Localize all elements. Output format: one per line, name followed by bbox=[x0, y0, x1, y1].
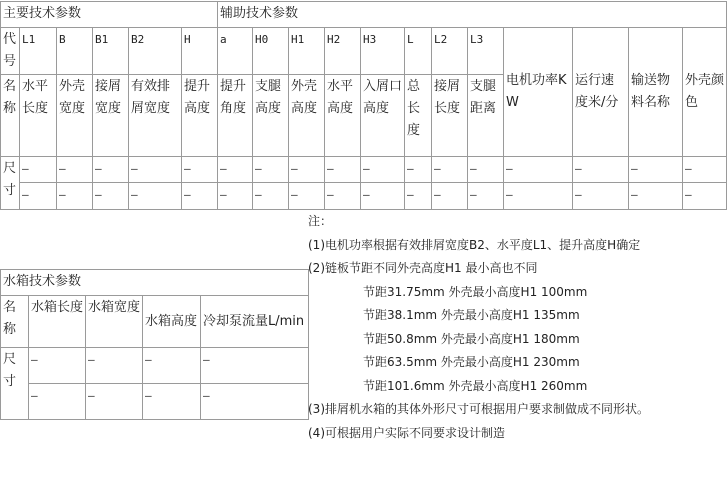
size-cell: – bbox=[629, 157, 683, 183]
size-cell: – bbox=[218, 157, 253, 183]
water-size-cell: – bbox=[29, 384, 86, 420]
pitch-line: 节距38.1mm 外壳最小高度H1 135mm bbox=[363, 308, 580, 322]
name-cell: 水平长度 bbox=[20, 75, 57, 157]
size-cell: – bbox=[182, 157, 218, 183]
speed-header: 运行速度米/分 bbox=[573, 28, 629, 157]
water-header-cell: 水箱长度 bbox=[29, 296, 86, 348]
size-cell: – bbox=[432, 157, 468, 183]
water-header-cell: 水箱宽度 bbox=[86, 296, 143, 348]
code-cell: B1 bbox=[93, 28, 129, 75]
water-size-cell: – bbox=[201, 348, 309, 384]
aux-params-header: 辅助技术参数 bbox=[218, 2, 727, 28]
size-label: 尺寸 bbox=[1, 157, 20, 210]
size-cell: – bbox=[629, 183, 683, 210]
note-3: (3)排屑机水箱的其体外形尺寸可根据用户要求制做成不同形状。 bbox=[308, 402, 650, 416]
water-size-cell: – bbox=[86, 348, 143, 384]
size-cell: – bbox=[468, 183, 504, 210]
size-cell: – bbox=[93, 183, 129, 210]
code-cell: B bbox=[57, 28, 93, 75]
code-cell: H bbox=[182, 28, 218, 75]
code-cell: H0 bbox=[253, 28, 289, 75]
size-cell: – bbox=[504, 183, 573, 210]
water-header-cell: 水箱高度 bbox=[143, 296, 201, 348]
main-parameters-table bbox=[0, 1, 727, 210]
note-4: (4)可根据用户实际不同要求设计制造 bbox=[308, 425, 505, 440]
code-cell: H3 bbox=[361, 28, 405, 75]
size-cell: – bbox=[573, 157, 629, 183]
code-cell: H2 bbox=[325, 28, 361, 75]
size-cell: – bbox=[683, 183, 727, 210]
size-cell: – bbox=[20, 183, 57, 210]
size-cell: – bbox=[20, 157, 57, 183]
name-cell: 有效排屑宽度 bbox=[129, 75, 182, 157]
notes-block bbox=[308, 210, 708, 445]
size-cell: – bbox=[573, 183, 629, 210]
code-label: 代号 bbox=[1, 28, 20, 75]
code-cell: B2 bbox=[129, 28, 182, 75]
size-cell: – bbox=[253, 183, 289, 210]
size-cell: – bbox=[289, 183, 325, 210]
name-cell: 水平高度 bbox=[325, 75, 361, 157]
size-cell: – bbox=[57, 157, 93, 183]
size-cell: – bbox=[325, 157, 361, 183]
water-size-label: 尺寸 bbox=[1, 348, 29, 420]
pitch-line: 节距63.5mm 外壳最小高度H1 230mm bbox=[363, 355, 580, 369]
code-cell: L1 bbox=[20, 28, 57, 75]
note-1: (1)电机功率根据有效排屑宽度B2、水平度L1、提升高度H确定 bbox=[308, 237, 641, 252]
size-cell: – bbox=[93, 157, 129, 183]
water-size-cell: – bbox=[201, 384, 309, 420]
size-cell: – bbox=[468, 157, 504, 183]
main-params-header: 主要技术参数 bbox=[1, 2, 218, 28]
size-cell: – bbox=[57, 183, 93, 210]
size-cell: – bbox=[218, 183, 253, 210]
code-cell: L3 bbox=[468, 28, 504, 75]
name-cell: 提升角度 bbox=[218, 75, 253, 157]
code-cell: a bbox=[218, 28, 253, 75]
water-tank-table bbox=[0, 269, 309, 420]
size-cell: – bbox=[325, 183, 361, 210]
code-cell: L2 bbox=[432, 28, 468, 75]
size-cell: – bbox=[361, 157, 405, 183]
name-cell: 支腿高度 bbox=[253, 75, 289, 157]
note-2: (2)链板节距不同外壳高度H1 最小高也不同 bbox=[308, 261, 538, 275]
size-cell: – bbox=[253, 157, 289, 183]
notes-title: 注： bbox=[308, 214, 333, 228]
name-cell: 入屑口高度 bbox=[361, 75, 405, 157]
size-cell: – bbox=[182, 183, 218, 210]
size-cell: – bbox=[405, 183, 432, 210]
pitch-line: 节距101.6mm 外壳最小高度H1 260mm bbox=[363, 378, 588, 393]
water-size-cell: – bbox=[29, 348, 86, 384]
name-cell: 支腿距离 bbox=[468, 75, 504, 157]
name-cell: 外壳高度 bbox=[289, 75, 325, 157]
code-cell: H1 bbox=[289, 28, 325, 75]
water-tank-title: 水箱技术参数 bbox=[1, 270, 309, 296]
water-header-cell: 冷却泵流量L/min bbox=[201, 296, 309, 348]
size-cell: – bbox=[504, 157, 573, 183]
name-cell: 提升高度 bbox=[182, 75, 218, 157]
size-cell: – bbox=[432, 183, 468, 210]
code-cell: L bbox=[405, 28, 432, 75]
size-cell: – bbox=[289, 157, 325, 183]
color-header: 外壳颜色 bbox=[683, 28, 727, 157]
name-label: 名称 bbox=[1, 75, 20, 157]
name-cell: 接屑宽度 bbox=[93, 75, 129, 157]
size-cell: – bbox=[361, 183, 405, 210]
pitch-line: 节距50.8mm 外壳最小高度H1 180mm bbox=[363, 331, 580, 346]
name-cell: 接屑长度 bbox=[432, 75, 468, 157]
water-name-label: 名称 bbox=[1, 296, 29, 348]
name-cell: 外壳宽度 bbox=[57, 75, 93, 157]
material-header: 输送物料名称 bbox=[629, 28, 683, 157]
pitch-line: 节距31.75mm 外壳最小高度H1 100mm bbox=[363, 284, 588, 299]
motor-power-header: 电机功率KW bbox=[504, 28, 573, 157]
size-cell: – bbox=[129, 157, 182, 183]
size-cell: – bbox=[405, 157, 432, 183]
size-cell: – bbox=[129, 183, 182, 210]
water-size-cell: – bbox=[143, 348, 201, 384]
name-cell: 总长度 bbox=[405, 75, 432, 157]
size-cell: – bbox=[683, 157, 727, 183]
water-size-cell: – bbox=[143, 384, 201, 420]
water-size-cell: – bbox=[86, 384, 143, 420]
